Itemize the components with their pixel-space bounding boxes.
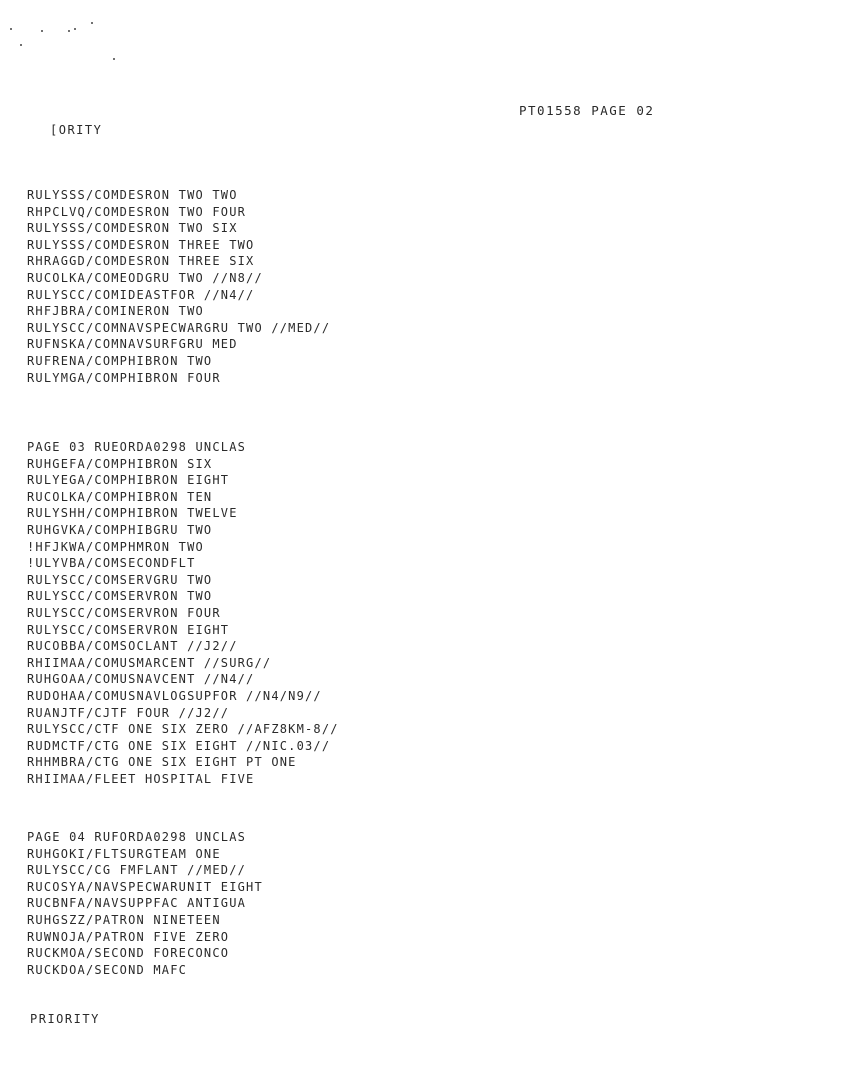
address-line: !HFJKWA/COMPHMRON TWO bbox=[27, 539, 204, 554]
address-line: RUHGEFA/COMPHIBRON SIX bbox=[27, 456, 213, 471]
address-line: RULYSHH/COMPHIBRON TWELVE bbox=[27, 506, 238, 521]
scan-speck bbox=[41, 30, 43, 32]
scan-speck bbox=[91, 22, 93, 24]
address-line: RULYSCC/COMSERVRON FOUR bbox=[27, 605, 221, 620]
address-line: RULYSSS/COMDESRON TWO SIX bbox=[27, 221, 238, 236]
address-line: RUWNOJA/PATRON FIVE ZERO bbox=[27, 929, 230, 944]
address-line: RHRAGGD/COMDESRON THREE SIX bbox=[27, 254, 255, 269]
page-header-line: PAGE 03 RUEORDA0298 UNCLAS bbox=[27, 440, 247, 454]
message-header-id: PT01558 PAGE 02 bbox=[519, 103, 655, 118]
address-line: RUCOSYA/NAVSPECWARUNIT EIGHT bbox=[27, 879, 263, 894]
address-line: RHPCLVQ/COMDESRON TWO FOUR bbox=[27, 204, 247, 219]
address-line: RHHMBRA/CTG ONE SIX EIGHT PT ONE bbox=[27, 755, 297, 770]
address-line: RHFJBRA/COMINERON TWO bbox=[27, 304, 204, 319]
address-line: RULYSSS/COMDESRON TWO TWO bbox=[27, 188, 238, 202]
address-block-page-04 bbox=[27, 829, 263, 978]
address-line: RUHGOAA/COMUSNAVCENT //N4// bbox=[27, 672, 255, 687]
address-line: RHIIMAA/FLEET HOSPITAL FIVE bbox=[27, 771, 255, 786]
address-line: !ULYVBA/COMSECONDFLT bbox=[27, 556, 196, 571]
address-line: RUDMCTF/CTG ONE SIX EIGHT //NIC.03// bbox=[27, 738, 331, 753]
address-line: RUCBNFA/NAVSUPPFAC ANTIGUA bbox=[27, 896, 247, 911]
address-line: RUCOLKA/COMEODGRU TWO //N8// bbox=[27, 270, 263, 285]
address-line: RUANJTF/CJTF FOUR //J2// bbox=[27, 705, 230, 720]
address-line: RULYSCC/COMNAVSPECWARGRU TWO //MED// bbox=[27, 320, 331, 335]
priority-label-top: [ORITY bbox=[50, 123, 103, 137]
scan-speck bbox=[68, 30, 70, 32]
address-line: RULYSCC/CTF ONE SIX ZERO //AFZ8KM-8// bbox=[27, 722, 339, 737]
address-line: RUCOBBA/COMSOCLANT //J2// bbox=[27, 639, 238, 654]
address-line: RULYSCC/COMSERVRON EIGHT bbox=[27, 622, 230, 637]
address-line: RUCKMOA/SECOND FORECONCO bbox=[27, 946, 230, 961]
priority-label-bottom: PRIORITY bbox=[30, 1012, 100, 1026]
address-line: RUCKDOA/SECOND MAFC bbox=[27, 962, 188, 977]
address-line: RHIIMAA/COMUSMARCENT //SURG// bbox=[27, 655, 272, 670]
address-line: RULYEGA/COMPHIBRON EIGHT bbox=[27, 473, 230, 488]
address-line: RULYSCC/COMSERVGRU TWO bbox=[27, 572, 213, 587]
address-line: RUCOLKA/COMPHIBRON TEN bbox=[27, 489, 213, 504]
address-block-page-02 bbox=[27, 187, 330, 386]
address-line: RULYSCC/COMSERVRON TWO bbox=[27, 589, 213, 604]
address-line: RULYSSS/COMDESRON THREE TWO bbox=[27, 237, 255, 252]
scan-speck bbox=[20, 44, 22, 46]
address-line: RULYSCC/COMIDEASTFOR //N4// bbox=[27, 287, 255, 302]
scan-speck bbox=[10, 28, 12, 30]
address-line: RUDOHAA/COMUSNAVLOGSUPFOR //N4/N9// bbox=[27, 688, 322, 703]
address-block-page-03 bbox=[27, 439, 339, 787]
address-line: RUHGSZZ/PATRON NINETEEN bbox=[27, 912, 221, 927]
scan-speck bbox=[74, 28, 76, 30]
address-line: RUHGVKA/COMPHIBGRU TWO bbox=[27, 522, 213, 537]
address-line: RUFRENA/COMPHIBRON TWO bbox=[27, 353, 213, 368]
address-line: RULYSCC/CG FMFLANT //MED// bbox=[27, 863, 247, 878]
scan-speck bbox=[113, 58, 115, 60]
address-line: RULYMGA/COMPHIBRON FOUR bbox=[27, 370, 221, 385]
page-header-line: PAGE 04 RUFORDA0298 UNCLAS bbox=[27, 830, 247, 844]
address-line: RUFNSKA/COMNAVSURFGRU MED bbox=[27, 337, 238, 352]
address-line: RUHGOKI/FLTSURGTEAM ONE bbox=[27, 846, 221, 861]
